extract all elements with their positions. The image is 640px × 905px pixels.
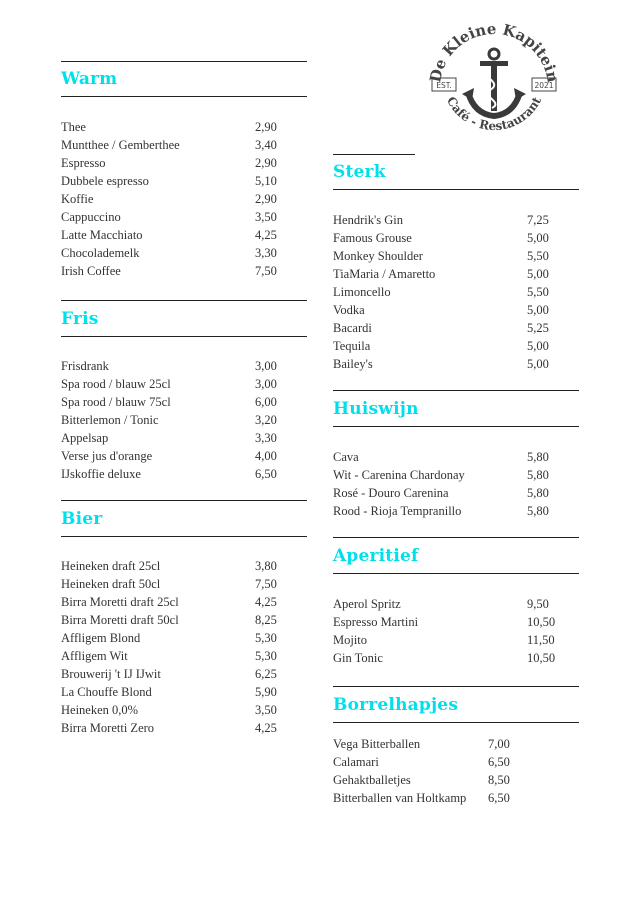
section-borrelhapjes bbox=[333, 686, 579, 807]
item-price: 4,25 bbox=[255, 228, 277, 242]
menu-item bbox=[61, 629, 307, 647]
item-price: 10,50 bbox=[527, 615, 556, 629]
item-price: 4,00 bbox=[255, 449, 277, 463]
item-price: 3,20 bbox=[255, 413, 277, 427]
logo-top-text: De Kleine Kapitein bbox=[426, 19, 562, 84]
item-name: Bitterballen van Holtkamp bbox=[333, 791, 467, 805]
menu-item bbox=[61, 683, 307, 701]
item-name: Heineken draft 25cl bbox=[61, 559, 161, 573]
menu-item bbox=[333, 466, 579, 484]
divider bbox=[333, 154, 415, 155]
item-price: 5,00 bbox=[527, 231, 549, 245]
item-name: Frisdrank bbox=[61, 359, 109, 373]
item-name: Bacardi bbox=[333, 321, 372, 335]
section-sterk bbox=[333, 154, 579, 373]
item-name: Bitterlemon / Tonic bbox=[61, 413, 159, 427]
menu-item bbox=[61, 393, 307, 411]
menu-item bbox=[333, 265, 579, 283]
menu-item bbox=[61, 719, 307, 737]
item-name: Espresso Martini bbox=[333, 615, 419, 629]
item-name: Mojito bbox=[333, 633, 368, 647]
item-price: 3,80 bbox=[255, 559, 277, 573]
section-warm bbox=[61, 61, 307, 280]
item-name: IJskoffie deluxe bbox=[61, 467, 141, 481]
divider bbox=[61, 336, 307, 337]
item-name: Affligem Wit bbox=[61, 649, 128, 663]
restaurant-logo bbox=[418, 10, 568, 140]
menu-item bbox=[61, 118, 307, 136]
menu-item bbox=[61, 701, 307, 719]
section-title-fris: Fris bbox=[61, 309, 99, 329]
item-name: La Chouffe Blond bbox=[61, 685, 152, 699]
divider bbox=[333, 686, 579, 687]
item-name: Chocolademelk bbox=[61, 246, 140, 260]
menu-item bbox=[333, 753, 579, 771]
item-price: 6,50 bbox=[255, 467, 277, 481]
divider bbox=[333, 537, 579, 538]
menu-item bbox=[61, 593, 307, 611]
item-price: 3,30 bbox=[255, 431, 277, 445]
divider bbox=[61, 96, 307, 97]
menu-item bbox=[61, 429, 307, 447]
item-price: 5,30 bbox=[255, 631, 277, 645]
logo-bottom-text: Café - Restaurant bbox=[443, 94, 544, 134]
item-name: Bailey's bbox=[333, 357, 373, 371]
item-name: Latte Macchiato bbox=[61, 228, 143, 242]
logo-est: EST. bbox=[436, 81, 452, 90]
item-list-sterk bbox=[333, 211, 579, 373]
menu-item bbox=[333, 735, 579, 753]
divider bbox=[333, 390, 579, 391]
item-name: Appelsap bbox=[61, 431, 109, 445]
item-name: Brouwerij 't IJ IJwit bbox=[61, 667, 161, 681]
item-name: Gin Tonic bbox=[333, 651, 383, 665]
item-name: Famous Grouse bbox=[333, 231, 412, 245]
item-list-aperitief bbox=[333, 595, 579, 667]
item-price: 5,00 bbox=[527, 357, 549, 371]
item-name: Monkey Shoulder bbox=[333, 249, 423, 263]
menu-item bbox=[333, 789, 579, 807]
section-aperitief bbox=[333, 537, 579, 667]
menu-item bbox=[61, 447, 307, 465]
menu-item bbox=[333, 283, 579, 301]
item-name: Gehaktballetjes bbox=[333, 773, 411, 787]
menu-item bbox=[333, 301, 579, 319]
anchor-logo-icon bbox=[418, 10, 568, 140]
menu-item bbox=[61, 226, 307, 244]
menu-item bbox=[333, 448, 579, 466]
section-fris bbox=[61, 300, 307, 483]
divider bbox=[61, 61, 307, 62]
item-price: 3,30 bbox=[255, 246, 277, 260]
item-price: 2,90 bbox=[255, 192, 277, 206]
item-name: Heineken draft 50cl bbox=[61, 577, 161, 591]
menu-item bbox=[333, 613, 579, 631]
item-name: Birra Moretti draft 50cl bbox=[61, 613, 179, 627]
item-list-warm bbox=[61, 118, 307, 280]
item-price: 5,80 bbox=[527, 450, 549, 464]
item-price: 3,00 bbox=[255, 377, 277, 391]
item-list-bier bbox=[61, 557, 307, 737]
item-price: 7,50 bbox=[255, 264, 277, 278]
item-price: 3,50 bbox=[255, 703, 277, 717]
item-price: 3,40 bbox=[255, 138, 277, 152]
item-name: Affligem Blond bbox=[61, 631, 141, 645]
divider bbox=[61, 300, 307, 301]
item-price: 7,50 bbox=[255, 577, 277, 591]
item-price: 7,25 bbox=[527, 213, 549, 227]
item-name: Verse jus d'orange bbox=[61, 449, 153, 463]
item-name: Birra Moretti Zero bbox=[61, 721, 155, 735]
item-price: 6,50 bbox=[488, 755, 510, 769]
menu-item bbox=[333, 211, 579, 229]
menu-item bbox=[61, 665, 307, 683]
menu-item bbox=[61, 154, 307, 172]
item-price: 5,80 bbox=[527, 468, 549, 482]
divider bbox=[333, 722, 579, 723]
item-price: 8,50 bbox=[488, 773, 510, 787]
item-name: Koffie bbox=[61, 192, 94, 206]
item-name: Aperol Spritz bbox=[333, 597, 401, 611]
menu-item bbox=[61, 611, 307, 629]
divider bbox=[61, 536, 307, 537]
menu-item bbox=[61, 357, 307, 375]
item-name: Vodka bbox=[333, 303, 365, 317]
menu-item bbox=[333, 484, 579, 502]
item-price: 10,50 bbox=[527, 651, 556, 665]
menu-item bbox=[61, 136, 307, 154]
item-price: 4,25 bbox=[255, 595, 277, 609]
divider bbox=[333, 189, 579, 190]
menu-item bbox=[61, 411, 307, 429]
section-title-bier: Bier bbox=[61, 509, 103, 529]
item-price: 7,00 bbox=[488, 737, 510, 751]
item-price: 5,00 bbox=[527, 267, 549, 281]
item-name: Rosé - Douro Carenina bbox=[333, 486, 449, 500]
divider bbox=[333, 426, 579, 427]
item-price: 5,80 bbox=[527, 504, 549, 518]
item-name: Birra Moretti draft 25cl bbox=[61, 595, 179, 609]
menu-item bbox=[333, 355, 579, 373]
item-name: Cava bbox=[333, 450, 359, 464]
menu-item bbox=[61, 262, 307, 280]
item-price: 5,00 bbox=[527, 339, 549, 353]
item-name: Spa rood / blauw 75cl bbox=[61, 395, 171, 409]
section-bier bbox=[61, 500, 307, 737]
item-name: Dubbele espresso bbox=[61, 174, 149, 188]
divider bbox=[61, 500, 307, 501]
item-name: Irish Coffee bbox=[61, 264, 121, 278]
logo-year: 2021 bbox=[534, 81, 554, 90]
item-name: Calamari bbox=[333, 755, 379, 769]
item-list-huiswijn bbox=[333, 448, 579, 520]
item-price: 2,90 bbox=[255, 120, 277, 134]
item-price: 5,10 bbox=[255, 174, 277, 188]
menu-item bbox=[333, 247, 579, 265]
item-price: 6,25 bbox=[255, 667, 277, 681]
menu-item bbox=[333, 319, 579, 337]
item-price: 6,00 bbox=[255, 395, 277, 409]
item-list-fris bbox=[61, 357, 307, 483]
menu-item bbox=[61, 575, 307, 593]
item-price: 5,50 bbox=[527, 249, 549, 263]
menu-item bbox=[333, 771, 579, 789]
item-name: Wit - Carenina Chardonay bbox=[333, 468, 465, 482]
item-price: 11,50 bbox=[527, 633, 555, 647]
item-list-borrelhapjes bbox=[333, 735, 579, 807]
menu-item bbox=[333, 595, 579, 613]
item-name: Muntthee / Gemberthee bbox=[61, 138, 180, 152]
section-title-warm: Warm bbox=[61, 69, 118, 89]
menu-item bbox=[61, 647, 307, 665]
menu-item bbox=[61, 557, 307, 575]
item-price: 5,50 bbox=[527, 285, 549, 299]
item-name: Thee bbox=[61, 120, 86, 134]
section-huiswijn bbox=[333, 390, 579, 520]
item-name: Hendrik's Gin bbox=[333, 213, 403, 227]
item-price: 9,50 bbox=[527, 597, 549, 611]
section-title-borrelhapjes: Borrelhapjes bbox=[333, 695, 459, 715]
menu-item bbox=[61, 375, 307, 393]
divider bbox=[333, 573, 579, 574]
item-name: TiaMaria / Amaretto bbox=[333, 267, 436, 281]
item-price: 5,25 bbox=[527, 321, 549, 335]
menu-item bbox=[333, 229, 579, 247]
item-price: 2,90 bbox=[255, 156, 277, 170]
item-name: Tequila bbox=[333, 339, 371, 353]
item-price: 8,25 bbox=[255, 613, 277, 627]
menu-item bbox=[61, 465, 307, 483]
item-name: Vega Bitterballen bbox=[333, 737, 421, 751]
menu-item bbox=[61, 208, 307, 226]
menu-item bbox=[333, 631, 579, 649]
item-price: 3,50 bbox=[255, 210, 277, 224]
menu-item bbox=[61, 244, 307, 262]
section-title-sterk: Sterk bbox=[333, 162, 386, 182]
menu-item bbox=[61, 172, 307, 190]
menu-item bbox=[333, 649, 579, 667]
item-name: Spa rood / blauw 25cl bbox=[61, 377, 171, 391]
item-price: 6,50 bbox=[488, 791, 510, 805]
item-name: Cappuccino bbox=[61, 210, 121, 224]
section-title-huiswijn: Huiswijn bbox=[333, 399, 419, 419]
section-title-aperitief: Aperitief bbox=[333, 546, 419, 566]
item-price: 5,00 bbox=[527, 303, 549, 317]
item-name: Limoncello bbox=[333, 285, 391, 299]
item-price: 3,00 bbox=[255, 359, 277, 373]
item-name: Heineken 0,0% bbox=[61, 703, 139, 717]
item-name: Rood - Rioja Tempranillo bbox=[333, 504, 462, 518]
item-price: 4,25 bbox=[255, 721, 277, 735]
menu-item bbox=[333, 337, 579, 355]
item-price: 5,80 bbox=[527, 486, 549, 500]
menu-item bbox=[333, 502, 579, 520]
menu-item bbox=[61, 190, 307, 208]
item-price: 5,90 bbox=[255, 685, 277, 699]
item-name: Espresso bbox=[61, 156, 106, 170]
item-price: 5,30 bbox=[255, 649, 277, 663]
